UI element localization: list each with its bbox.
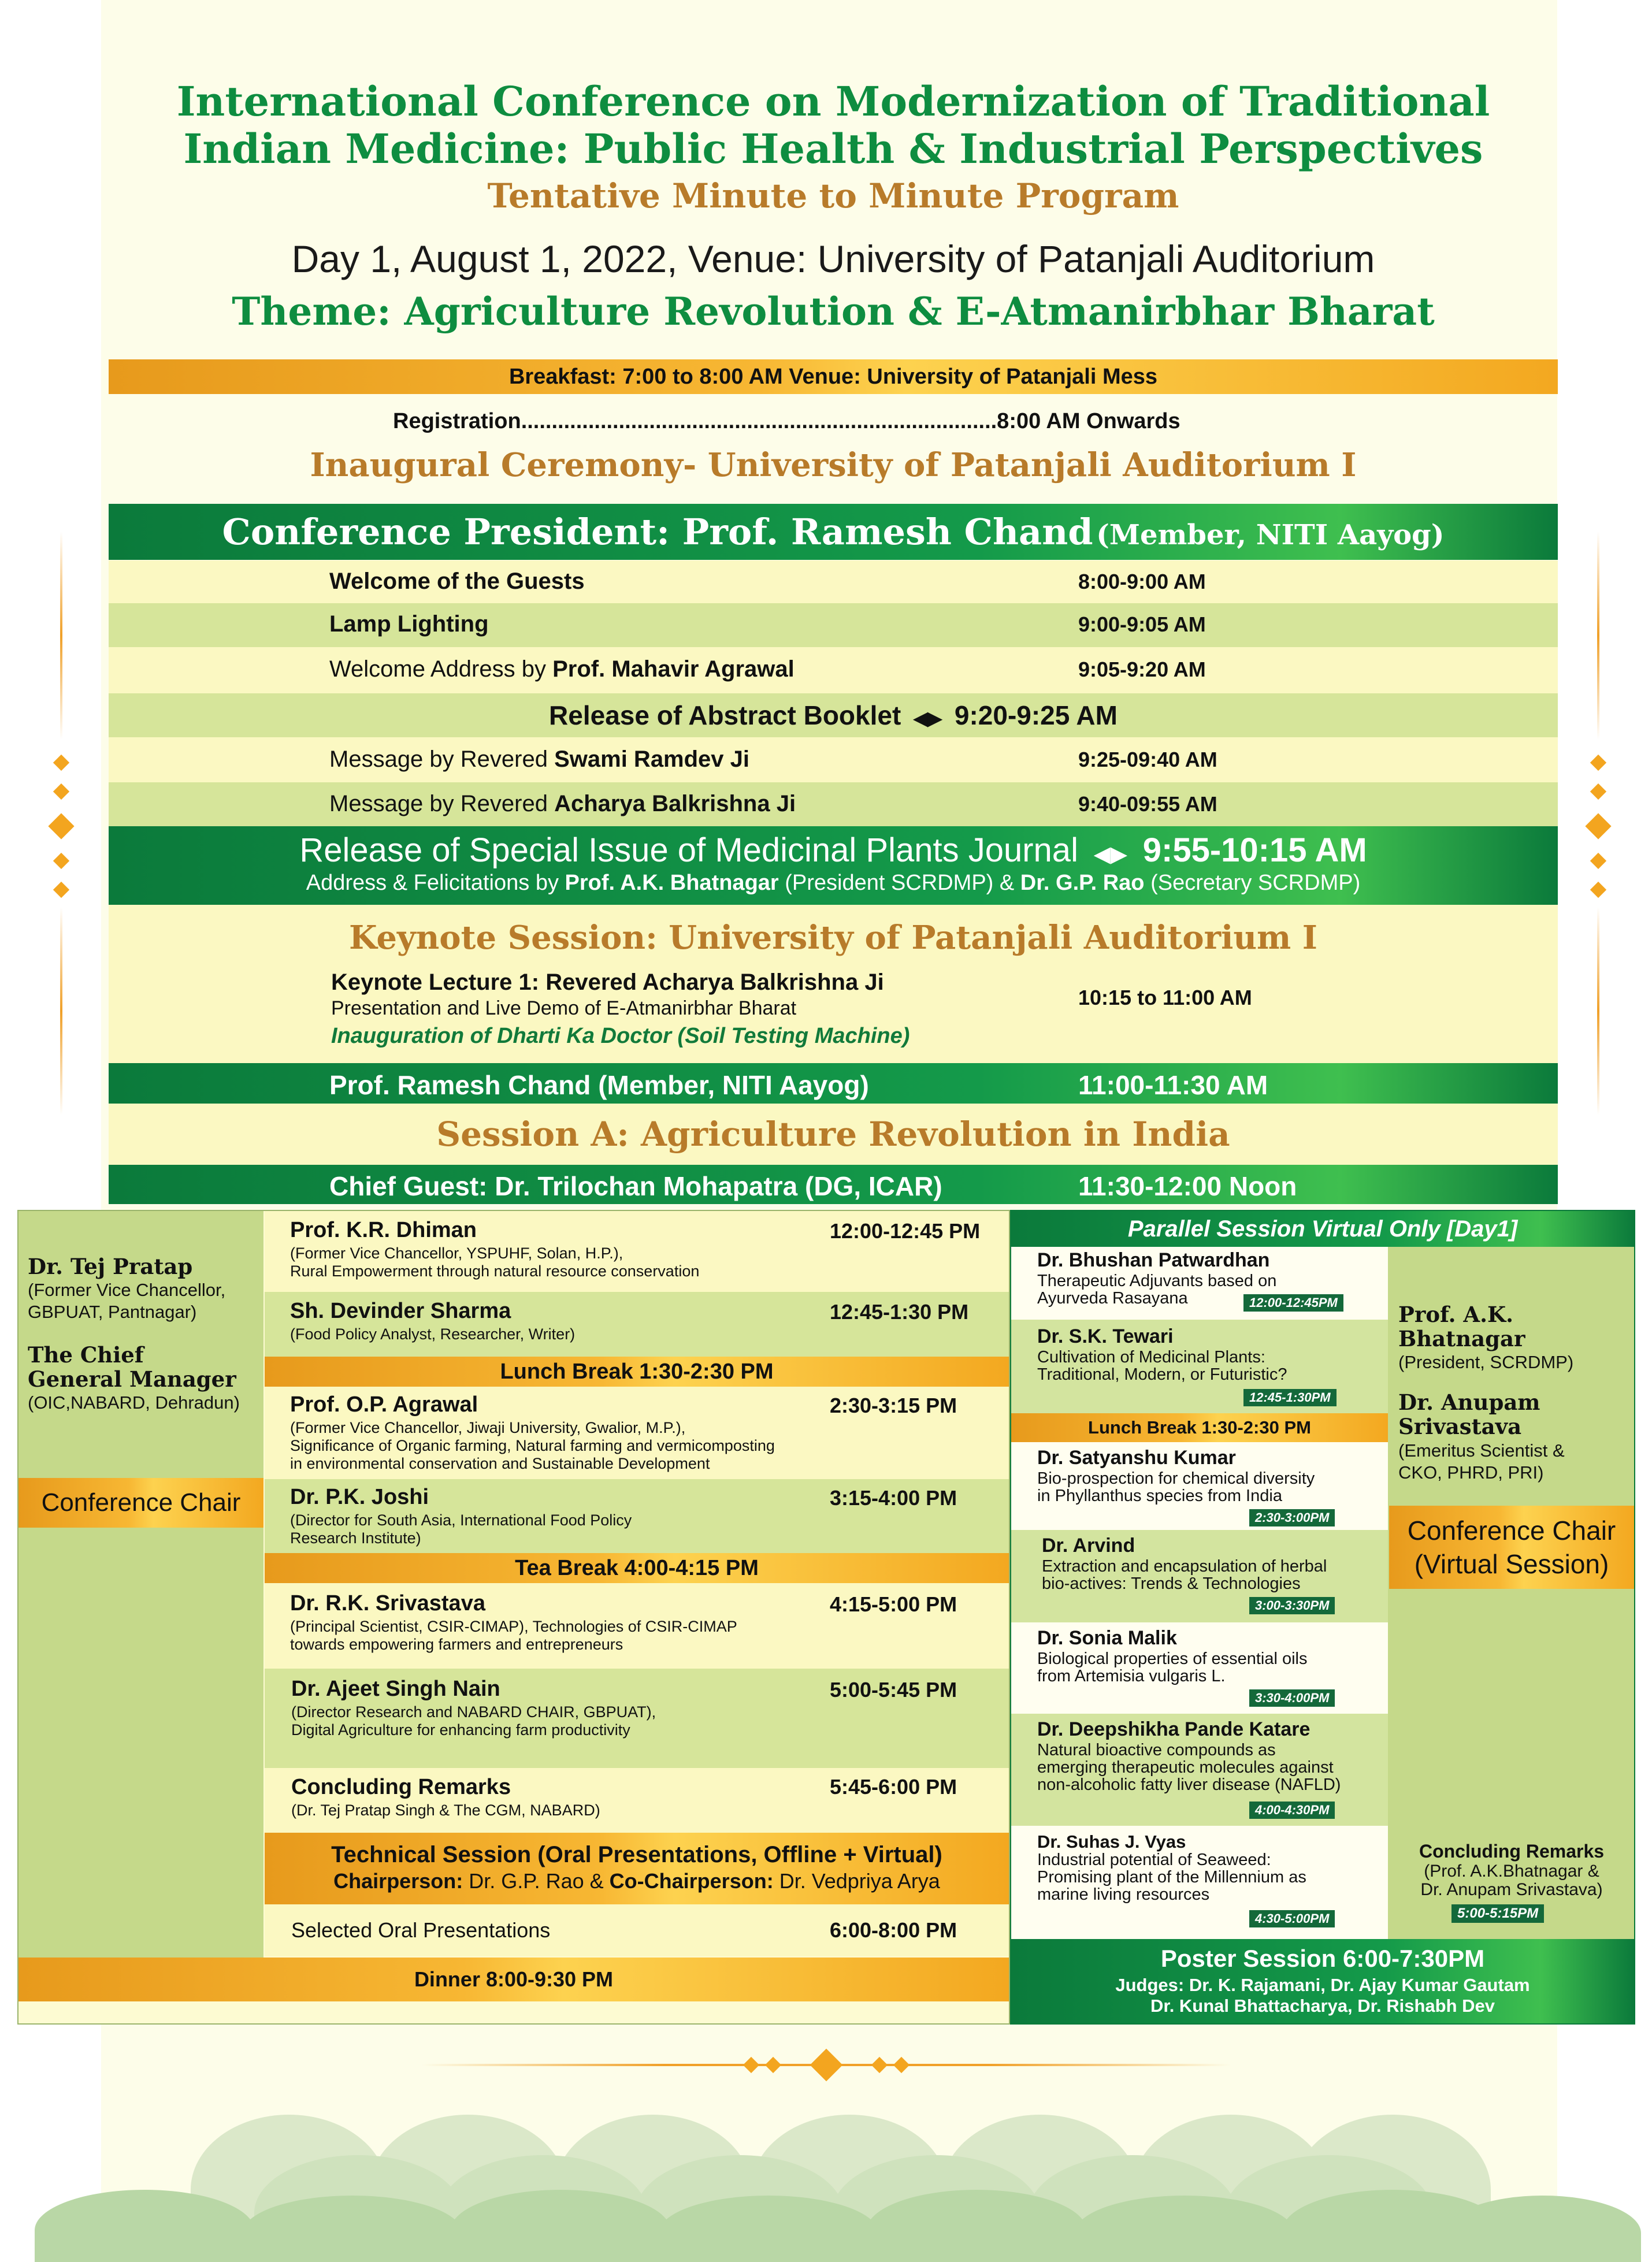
technical-session-bar <box>265 1833 1009 1904</box>
detail-line: (Principal Scientist, CSIR-CIMAP), Technologies of CSIR-CIMAP <box>290 1618 737 1635</box>
president-note: (Member, NITI Aayog) <box>1096 519 1445 551</box>
virtual-topic <box>1042 1558 1327 1592</box>
speaker-name: Dr. Ajeet Singh Nain <box>291 1677 500 1701</box>
session-row <box>265 1292 1009 1357</box>
oral-label: Selected Oral Presentations <box>291 1918 551 1942</box>
right-decorative-line <box>1597 532 1599 740</box>
virtual-speaker: Dr. Arvind <box>1042 1535 1135 1557</box>
right-diamond-icon <box>1590 882 1606 898</box>
address-prefix: Address & Felicitations by <box>306 871 565 895</box>
topic-line: emerging therapeutic molecules against <box>1037 1758 1334 1777</box>
address-suffix: (Secretary SCRDMP) <box>1144 871 1361 895</box>
topic-line: in Phyllanthus species from India <box>1037 1487 1282 1505</box>
chief-guest-row <box>109 1165 1558 1204</box>
chair-name-line: Bhatnagar <box>1398 1326 1525 1351</box>
topic-line: bio-actives: Trends & Technologies <box>1042 1574 1301 1593</box>
right-chair-1-name <box>1398 1302 1525 1351</box>
virtual-lunch-break: Lunch Break 1:30-2:30 PM <box>1011 1413 1388 1442</box>
speaker-name: Prof. O.P. Agrawal <box>290 1392 478 1417</box>
row-time: 9:40-09:55 AM <box>1078 792 1217 816</box>
chair-name-line: Srivastava <box>1398 1414 1522 1439</box>
topic-line: Traditional, Modern, or Futuristic? <box>1037 1365 1287 1384</box>
virtual-topic <box>1037 1349 1287 1383</box>
chair-detail-line: CKO, PHRD, PRI) <box>1398 1462 1544 1483</box>
virtual-speaker: Dr. Sonia Malik <box>1037 1627 1177 1649</box>
speaker-name: Dr. R.K. Srivastava <box>290 1591 485 1615</box>
special-issue-bar <box>109 826 1558 905</box>
speaker-name: Dr. P.K. Joshi <box>290 1485 429 1509</box>
session-row <box>265 1211 1009 1292</box>
topic-line: marine living resources <box>1037 1885 1210 1904</box>
keynote-time: 10:15 to 11:00 AM <box>1078 986 1252 1009</box>
chair-1-detail-line: (Former Vice Chancellor, <box>28 1280 226 1300</box>
virtual-concluding-time: 5:00-5:15PM <box>1451 1904 1544 1923</box>
abstract-booklet-row <box>109 693 1558 737</box>
topic-line: Extraction and encapsulation of herbal <box>1042 1557 1327 1576</box>
keynote-lecture: Keynote Lecture 1: Revered Acharya Balkrishna Ji <box>331 970 884 995</box>
topic-line: Biological properties of essential oils <box>1037 1650 1308 1668</box>
chair-name-line: Dr. Anupam <box>1398 1390 1540 1415</box>
detail-line: in environmental conservation and Sustainable Development <box>290 1455 710 1472</box>
speaker-detail <box>290 1511 632 1547</box>
virtual-time: 4:30-5:00PM <box>1249 1910 1335 1927</box>
detail-line: Significance of Organic farming, Natural farming and vermicomposting <box>290 1437 775 1454</box>
virtual-speaker: Dr. Suhas J. Vyas <box>1037 1832 1186 1852</box>
special-issue-time: 9:55-10:15 AM <box>1142 831 1367 869</box>
chair-1-name: Dr. Tej Pratap <box>28 1254 193 1279</box>
topic-line: from Artemisia vulgaris L. <box>1037 1667 1226 1685</box>
topic-line: Natural bioactive compounds as <box>1037 1741 1276 1759</box>
chair-2-name-line: The Chief <box>28 1342 144 1368</box>
virtual-time: 3:30-4:00PM <box>1249 1689 1335 1707</box>
left-decorative-line <box>60 532 62 740</box>
session-time: 4:15-5:00 PM <box>830 1592 957 1616</box>
detail-line: towards empowering farmers and entrepreneurs <box>290 1636 623 1653</box>
speaker-detail <box>290 1245 699 1280</box>
virtual-time: 12:45-1:30PM <box>1243 1389 1337 1406</box>
special-issue-address <box>109 871 1558 896</box>
topic-line: Bio-prospection for chemical diversity <box>1037 1469 1315 1488</box>
session-row <box>265 1669 1009 1768</box>
judges-label: Judges: <box>1115 1975 1185 1995</box>
decorative-hill <box>1445 2196 1641 2262</box>
detail-line: (Director Research and NABARD CHAIR, GBPUAT), <box>291 1703 656 1721</box>
speaker-name: Prof. K.R. Dhiman <box>290 1218 477 1242</box>
poster-judges <box>1011 1975 1634 1996</box>
chair-label: Chairperson: <box>333 1869 463 1893</box>
address-name-1: Prof. A.K. Bhatnagar <box>565 871 779 895</box>
row-name: Lamp Lighting <box>329 611 489 637</box>
chand-time: 11:00-11:30 AM <box>1078 1070 1268 1100</box>
session-row <box>265 1387 1009 1479</box>
detail-line: (Former Vice Chancellor, YSPUHF, Solan, H.P.), <box>290 1245 623 1262</box>
poster-session-bar <box>1011 1939 1634 2023</box>
row-time: 9:25-09:40 AM <box>1078 748 1217 771</box>
keynote-demo: Presentation and Live Demo of E-Atmanirbhar Bharat <box>331 997 797 1019</box>
virtual-time: 4:00-4:30PM <box>1249 1802 1335 1819</box>
conference-chair-virtual-label <box>1389 1506 1634 1589</box>
speaker-name: Sh. Devinder Sharma <box>290 1299 511 1323</box>
day-venue: Day 1, August 1, 2022, Venue: University of Patanjali Auditorium <box>291 237 1375 280</box>
double-arrow-icon: ◀▶ <box>908 708 948 729</box>
detail-line: (Director for South Asia, International Food Policy <box>290 1511 632 1529</box>
row-name: Swami Ramdev Ji <box>554 746 750 772</box>
row-prefix: Message by Revered <box>329 746 555 772</box>
right-diamond-icon <box>1590 783 1606 800</box>
virtual-speaker: Dr. Bhushan Patwardhan <box>1037 1249 1270 1271</box>
virtual-topic <box>1037 1272 1276 1307</box>
chief-guest-label: Chief Guest: Dr. Trilochan Mohapatra (DG, ICAR) <box>329 1171 942 1201</box>
chair-label-line: Conference Chair <box>1407 1516 1616 1546</box>
detail-line: Rural Empowerment through natural resource conservation <box>290 1262 700 1280</box>
left-decorative-line <box>60 907 62 1115</box>
conference-president-bar <box>109 504 1558 560</box>
session-time: 2:30-3:15 PM <box>830 1394 957 1417</box>
concluding-title: Concluding Remarks <box>1419 1841 1605 1862</box>
poster-title: Poster Session 6:00-7:30PM <box>1160 1945 1485 1972</box>
virtual-speaker: Dr. Satyanshu Kumar <box>1037 1447 1236 1469</box>
chair-2-detail: (OIC,NABARD, Dehradun) <box>28 1392 240 1413</box>
abstract-booklet-label: Release of Abstract Booklet <box>549 700 901 730</box>
topic-line: Therapeutic Adjuvants based on <box>1037 1272 1277 1290</box>
chand-label: Prof. Ramesh Chand (Member, NITI Aayog) <box>329 1070 869 1100</box>
chair-1-detail-line: GBPUAT, Pantnagar) <box>28 1302 197 1322</box>
topic-line: Ayurveda Rasayana <box>1037 1289 1188 1308</box>
virtual-speaker: Dr. S.K. Tewari <box>1037 1325 1174 1347</box>
chand-row <box>109 1063 1558 1104</box>
virtual-topic <box>1037 1851 1306 1903</box>
dinner-bar: Dinner 8:00-9:30 PM <box>18 1958 1009 2001</box>
row-prefix: Welcome Address by <box>329 656 553 682</box>
topic-line: Cultivation of Medicinal Plants: <box>1037 1348 1265 1366</box>
program-subtitle: Tentative Minute to Minute Program <box>487 176 1179 216</box>
poster-judges-line-2: Dr. Kunal Bhattacharya, Dr. Rishabh Dev <box>1150 1996 1495 2016</box>
conference-chair-label: Conference Chair <box>18 1478 263 1528</box>
address-name-2: Dr. G.P. Rao <box>1020 871 1145 895</box>
oral-presentations-row <box>265 1904 1009 1956</box>
speaker-detail <box>290 1618 737 1654</box>
oral-time: 6:00-8:00 PM <box>830 1918 957 1942</box>
chair-2-name-line: General Manager <box>28 1366 236 1392</box>
session-row <box>265 1768 1009 1833</box>
left-diamond-icon <box>53 755 69 771</box>
virtual-time: 12:00-12:45PM <box>1243 1294 1343 1312</box>
list-item <box>109 560 1558 603</box>
speaker-detail <box>291 1703 656 1739</box>
tea-break-bar: Tea Break 4:00-4:15 PM <box>265 1553 1009 1583</box>
right-decorative-line <box>1597 907 1599 1115</box>
chair-name-line: Prof. A.K. <box>1398 1302 1513 1327</box>
session-time: 5:00-5:45 PM <box>830 1678 957 1702</box>
speaker-detail <box>290 1419 775 1473</box>
address-mid: (President SCRDMP) & <box>778 871 1020 895</box>
technical-title: Technical Session (Oral Presentations, Offline + Virtual) <box>331 1842 942 1867</box>
right-diamond-icon <box>1590 755 1606 771</box>
row-time: 9:05-9:20 AM <box>1078 658 1206 681</box>
topic-line: Industrial potential of Seaweed: <box>1037 1851 1271 1869</box>
session-row <box>265 1583 1009 1669</box>
left-diamond-icon <box>53 853 69 869</box>
virtual-speaker: Dr. Deepshikha Pande Katare <box>1037 1718 1311 1740</box>
right-diamond-icon <box>1585 813 1611 839</box>
left-chairs-column <box>18 1211 263 1958</box>
session-a-heading: Session A: Agriculture Revolution in India <box>109 1104 1558 1165</box>
concluding-line: (Prof. A.K.Bhatnagar & <box>1424 1862 1599 1881</box>
row-time: 8:00-9:00 AM <box>1078 570 1206 593</box>
keynote-inauguration: Inauguration of Dharti Ka Doctor (Soil Testing Machine) <box>331 1024 910 1048</box>
special-issue-label: Release of Special Issue of Medicinal Plants Journal <box>299 831 1078 869</box>
detail-line: Research Institute) <box>290 1529 421 1547</box>
right-chair-2-name <box>1398 1390 1540 1439</box>
double-arrow-icon: ◀▶ <box>1087 842 1134 867</box>
virtual-topic <box>1037 1741 1341 1793</box>
session-time: 12:00-12:45 PM <box>830 1219 981 1243</box>
topic-line: non-alcoholic fatty liver disease (NAFLD) <box>1037 1776 1341 1794</box>
virtual-topic <box>1037 1650 1307 1685</box>
detail-line: (Former Vice Chancellor, Jiwaji University, Gwalior, M.P.), <box>290 1419 686 1436</box>
row-time: 9:00-9:05 AM <box>1078 612 1206 636</box>
cochair-label: Co-Chairperson: <box>609 1869 774 1893</box>
registration: Registration..............................................................................8:00 AM Onwards <box>393 409 1180 433</box>
speaker-detail: (Food Policy Analyst, Researcher, Writer) <box>290 1325 576 1343</box>
conference-title <box>109 78 1558 173</box>
chair-2-name <box>28 1343 236 1391</box>
session-time: 3:15-4:00 PM <box>830 1486 957 1510</box>
virtual-time: 2:30-3:00PM <box>1249 1509 1335 1526</box>
chair-1-detail <box>28 1279 225 1323</box>
chief-guest-time: 11:30-12:00 Noon <box>1078 1171 1297 1201</box>
chair-detail-line: (Emeritus Scientist & <box>1398 1440 1565 1461</box>
concluding-line: Dr. Anupam Srivastava) <box>1420 1880 1603 1899</box>
list-item <box>109 782 1558 826</box>
left-diamond-icon <box>53 783 69 800</box>
president-label: Conference President: Prof. Ramesh Chand <box>222 511 1093 553</box>
right-diamond-icon <box>1590 853 1606 869</box>
session-time: 12:45-1:30 PM <box>830 1300 969 1324</box>
inaugural-heading: Inaugural Ceremony- University of Patanjali Auditorium I <box>310 446 1357 484</box>
detail-line: Digital Agriculture for enhancing farm productivity <box>291 1721 630 1739</box>
judges-line: Dr. K. Rajamani, Dr. Ajay Kumar Gautam <box>1184 1975 1530 1995</box>
theme: Theme: Agriculture Revolution & E-Atmanirbhar Bharat <box>232 289 1435 334</box>
row-prefix: Message by Revered <box>329 791 555 816</box>
right-chair-1-detail: (President, SCRDMP) <box>1398 1352 1574 1372</box>
topic-line: Promising plant of the Millennium as <box>1037 1868 1306 1886</box>
parallel-session-header: Parallel Session Virtual Only [Day1] <box>1011 1211 1634 1247</box>
session-row <box>265 1479 1009 1553</box>
speaker-detail: (Dr. Tej Pratap Singh & The CGM, NABARD) <box>291 1802 600 1819</box>
row-name: Prof. Mahavir Agrawal <box>552 656 795 682</box>
breakfast-bar: Breakfast: 7:00 to 8:00 AM Venue: University of Patanjali Mess <box>109 359 1558 394</box>
chair-name: Dr. G.P. Rao & <box>463 1869 610 1893</box>
lunch-break-bar: Lunch Break 1:30-2:30 PM <box>265 1357 1009 1387</box>
session-time: 5:45-6:00 PM <box>830 1775 957 1799</box>
right-chair-2-detail <box>1398 1440 1565 1484</box>
abstract-booklet-time: 9:20-9:25 AM <box>954 700 1118 730</box>
list-item <box>109 603 1558 647</box>
speaker-name: Concluding Remarks <box>291 1775 511 1799</box>
virtual-concluding-remarks <box>1389 1841 1634 1899</box>
left-diamond-icon <box>53 882 69 898</box>
title-line-1: International Conference on Modernization of Traditional <box>176 77 1490 125</box>
title-line-2: Indian Medicine: Public Health & Industrial Perspectives <box>183 125 1483 173</box>
concluding-detail <box>1389 1862 1634 1899</box>
chair-label-line: (Virtual Session) <box>1414 1549 1609 1579</box>
row-name: Welcome of the Guests <box>329 569 585 594</box>
list-item <box>109 737 1558 782</box>
technical-chairs <box>265 1869 1009 1893</box>
cochair-name: Dr. Vedpriya Arya <box>773 1869 940 1893</box>
keynote-heading: Keynote Session: University of Patanjali Auditorium I <box>348 919 1318 957</box>
keynote-block <box>109 905 1558 1063</box>
virtual-topic <box>1037 1470 1315 1505</box>
row-name: Acharya Balkrishna Ji <box>554 791 796 816</box>
left-diamond-icon <box>48 813 74 839</box>
virtual-time: 3:00-3:30PM <box>1249 1597 1335 1614</box>
list-item <box>109 647 1558 693</box>
